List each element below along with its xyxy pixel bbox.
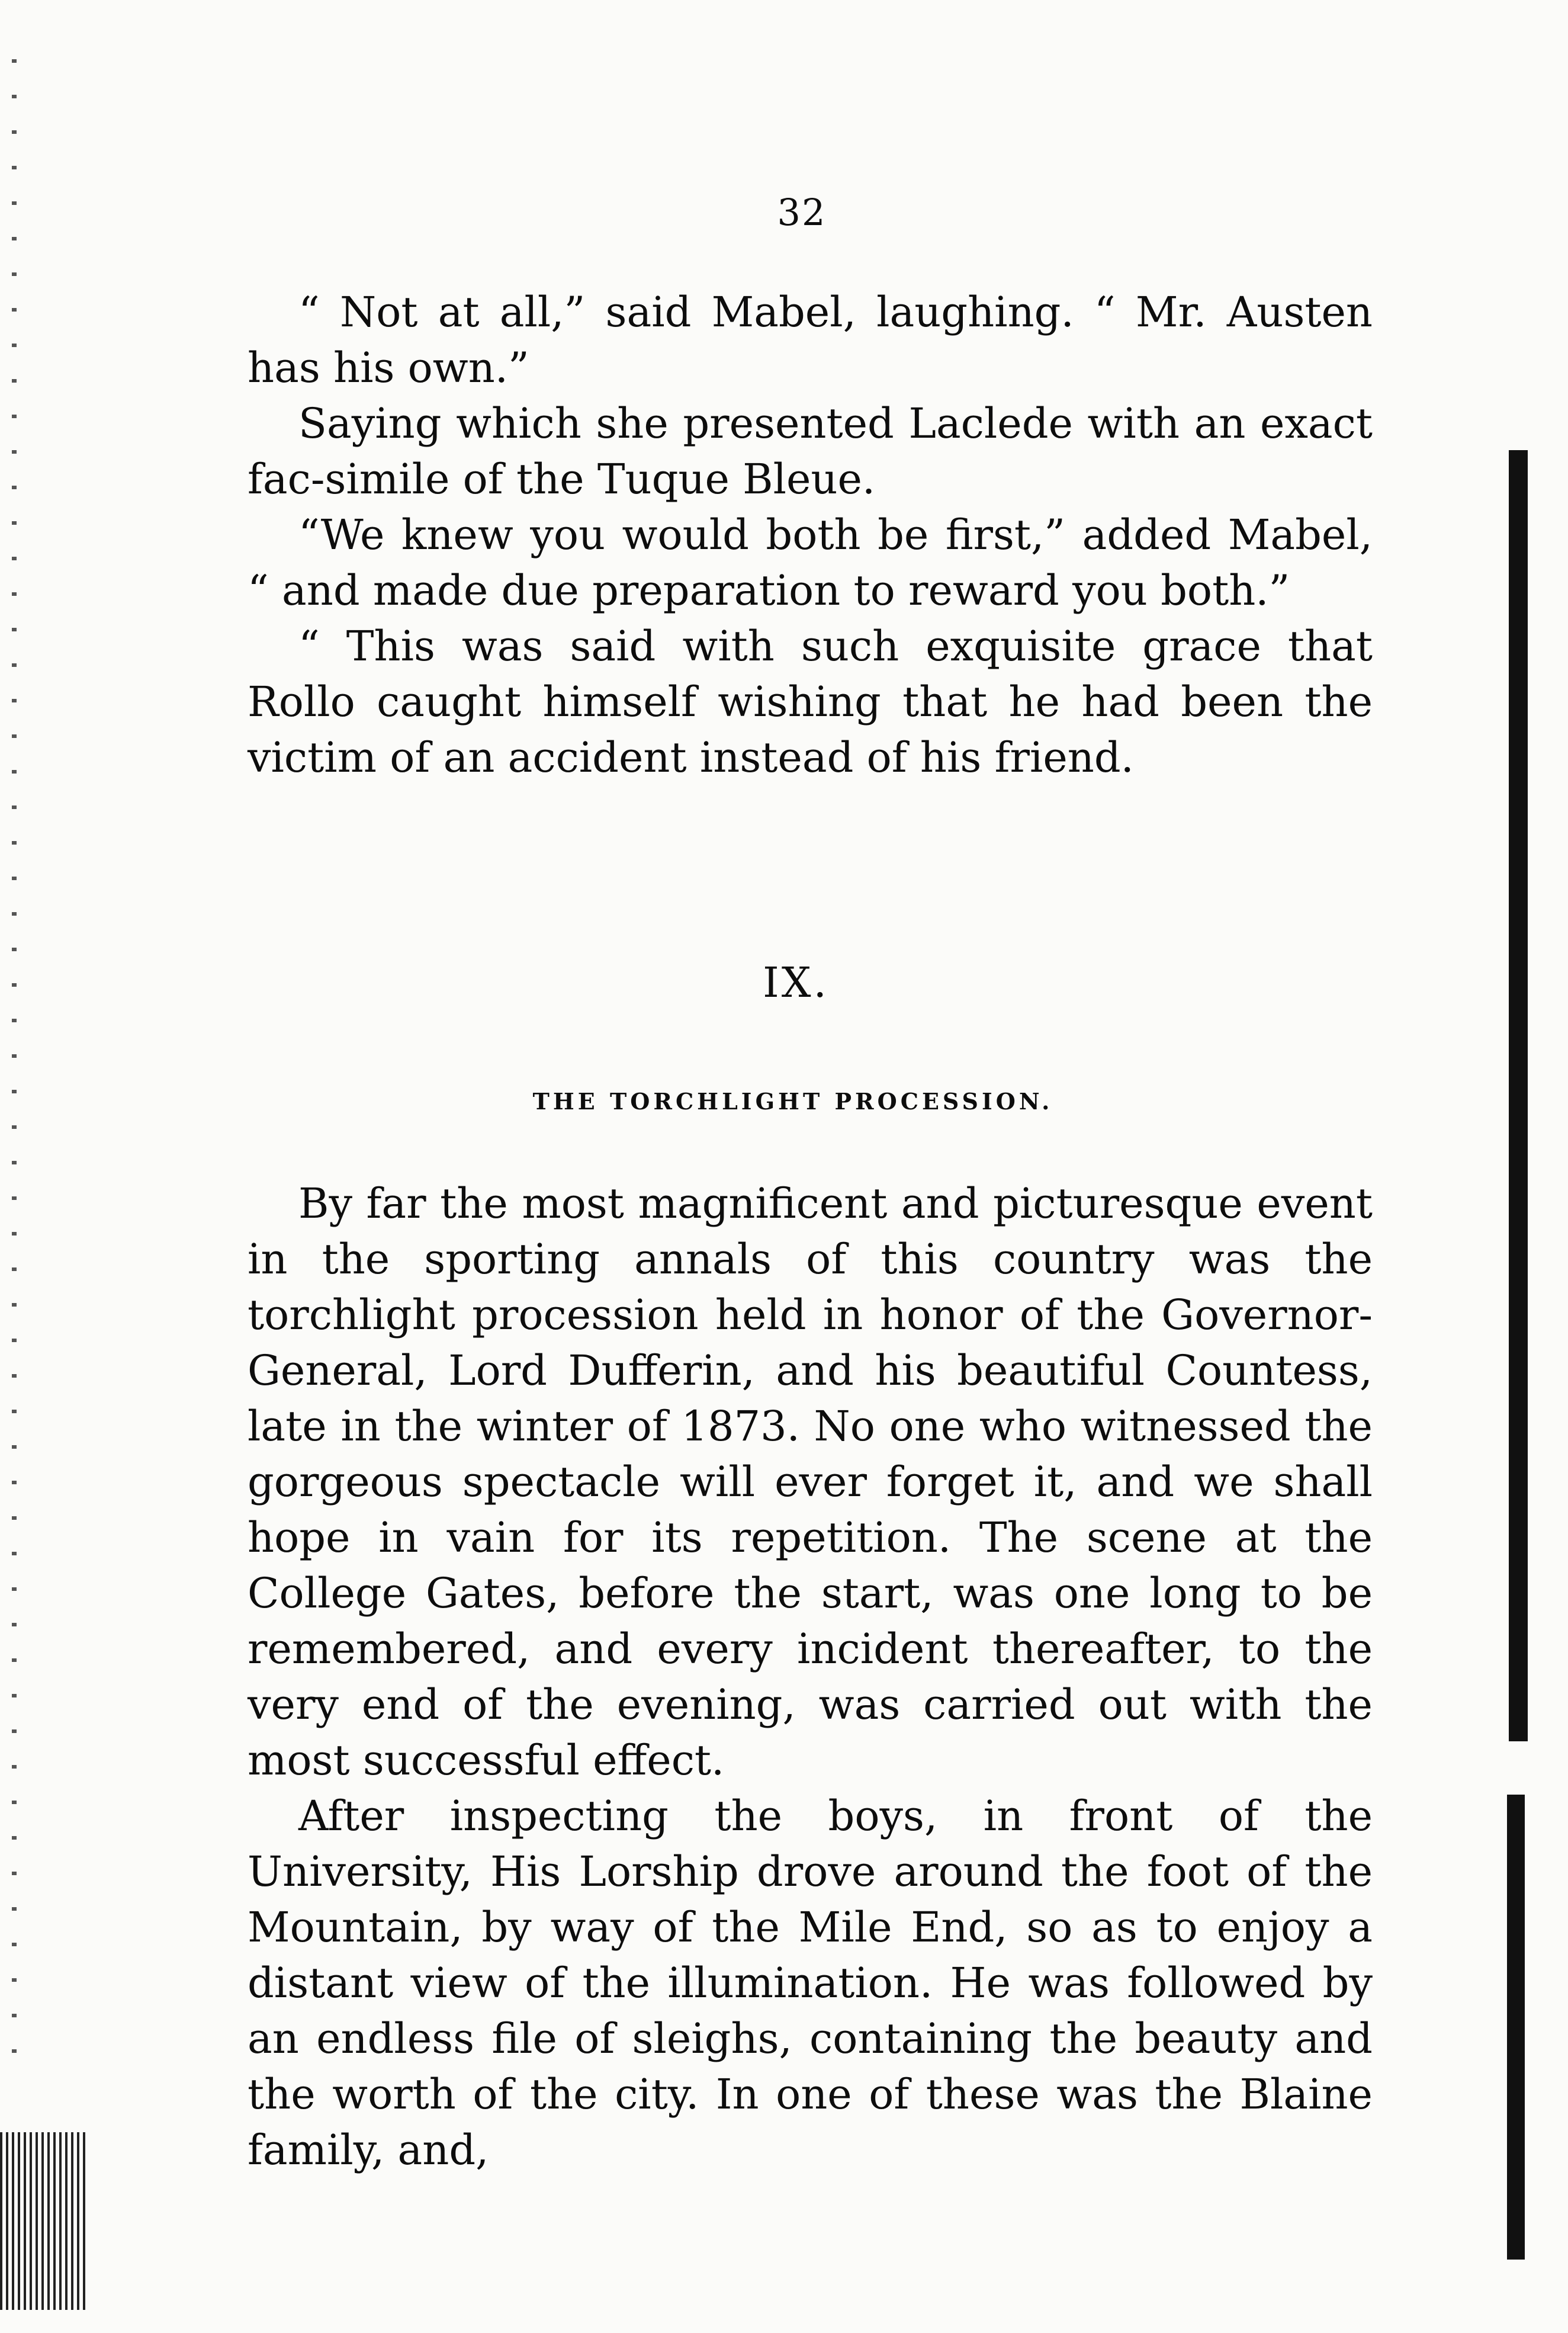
bottom-text-block bbox=[248, 1176, 1373, 2178]
paragraph: “ This was said with such exquisite grace that Rollo caught himself wishing that he had been the victim of an accident instead of his friend. bbox=[248, 622, 1373, 782]
paragraph: Saying which she presented Laclede with an exact fac-simile of the Tuque Bleue. bbox=[248, 399, 1373, 503]
chapter-title: THE TORCHLIGHT PROCESSION. bbox=[532, 1088, 1053, 1115]
chapter-number: IX. bbox=[763, 958, 829, 1007]
paragraph: “We knew you would both be first,” added Mabel, “ and made due preparation to reward you both.” bbox=[248, 511, 1373, 615]
top-text-block bbox=[248, 284, 1373, 785]
paragraph: By far the most magnificent and picturesque event in the sporting annals of this country was the torchlight procession held in honor of the Governor-General, Lord Dufferin, and his beautiful Countess, late in the winter of 1873. No one who witnessed the gorgeous spectacle will ever forget it, and we shall hope in vain for its repetition. The scene at the College Gates, before the start, was one long to be remembered, and every incident thereafter, to the very end of the evening, was carried out with the most successful effect. bbox=[248, 1179, 1373, 1785]
paragraph: “ Not at all,” said Mabel, laughing. “ Mr. Austen has his own.” bbox=[248, 288, 1373, 392]
scan-edge-bar-lower bbox=[1507, 1795, 1525, 2260]
page-number: 32 bbox=[777, 191, 827, 234]
paragraph: After inspecting the boys, in front of the University, His Lorship drove around the foot of the Mountain, by way of the Mile End, so as to enjoy a distant view of the illumination. He was followed by an endless file of sleighs, containing the beauty and the worth of the city. In one of these was the Blaine family, and, bbox=[248, 1792, 1373, 2174]
scan-binding-edge bbox=[0, 2132, 89, 2310]
scan-gutter-marks bbox=[12, 59, 17, 2073]
